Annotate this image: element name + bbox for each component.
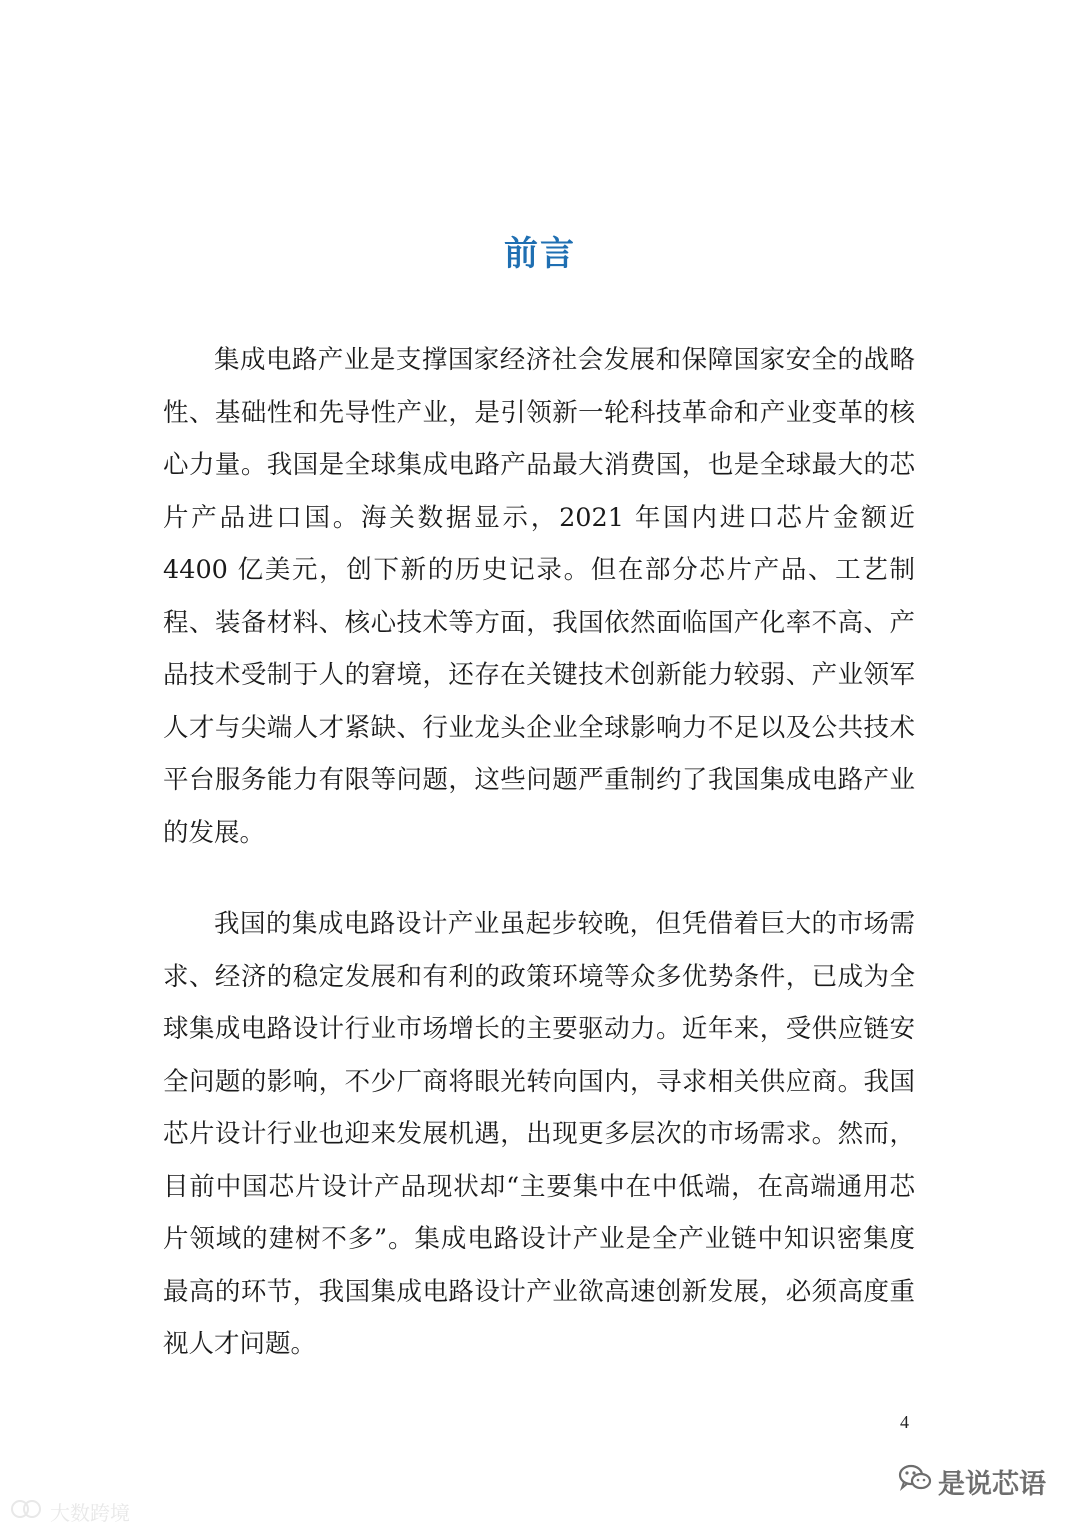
paragraph-1: 集成电路产业是支撑国家经济社会发展和保障国家安全的战略性、基础性和先导性产业，是引领新一轮科技革命和产业变革的核心力量。我国是全球集成电路产品最大消费国，也是全球最大的芯片产品进口国。海关数据显示，2021 年国内进口芯片金额近 4400 亿美元，创下新的历史记录。但在部分芯片产品、工艺制程、装备材料、核心技术等方面，我国依然面临国产化率不高、产品技术受制于人的窘境，还存在关键技术创新能力较弱、产业领军人才与尖端人才紧缺、行业龙头企业全球影响力不足以及公共技术平台服务能力有限等问题，这些问题严重制约了我国集成电路产业的发展。: [163, 345, 915, 848]
watermark-left: [10, 1497, 130, 1526]
page-title: 前言: [504, 233, 576, 274]
watermark-right: [898, 1462, 1046, 1501]
watermark-right-text: 是说芯语: [938, 1469, 1046, 1500]
paragraph-2: 我国的集成电路设计产业虽起步较晚，但凭借着巨大的市场需求、经济的稳定发展和有利的政策环境等众多优势条件，已成为全球集成电路设计行业市场增长的主要驱动力。近年来，受供应链安全问题的影响，不少厂商将眼光转向国内，寻求相关供应商。我国芯片设计行业也迎来发展机遇，出现更多层次的市场需求。然而，目前中国芯片设计产品现状却“主要集中在中低端，在高端通用芯片领域的建树不多”。集成电路设计产业是全产业链中知识密集度最高的环节，我国集成电路设计产业欲高速创新发展，必须高度重视人才问题。: [163, 909, 915, 1359]
page-number: 4: [900, 1412, 909, 1432]
watermark-left-text: 大数跨境: [50, 1501, 130, 1525]
wechat-icon: [898, 1463, 932, 1500]
brand-logo-icon: [10, 1498, 46, 1525]
